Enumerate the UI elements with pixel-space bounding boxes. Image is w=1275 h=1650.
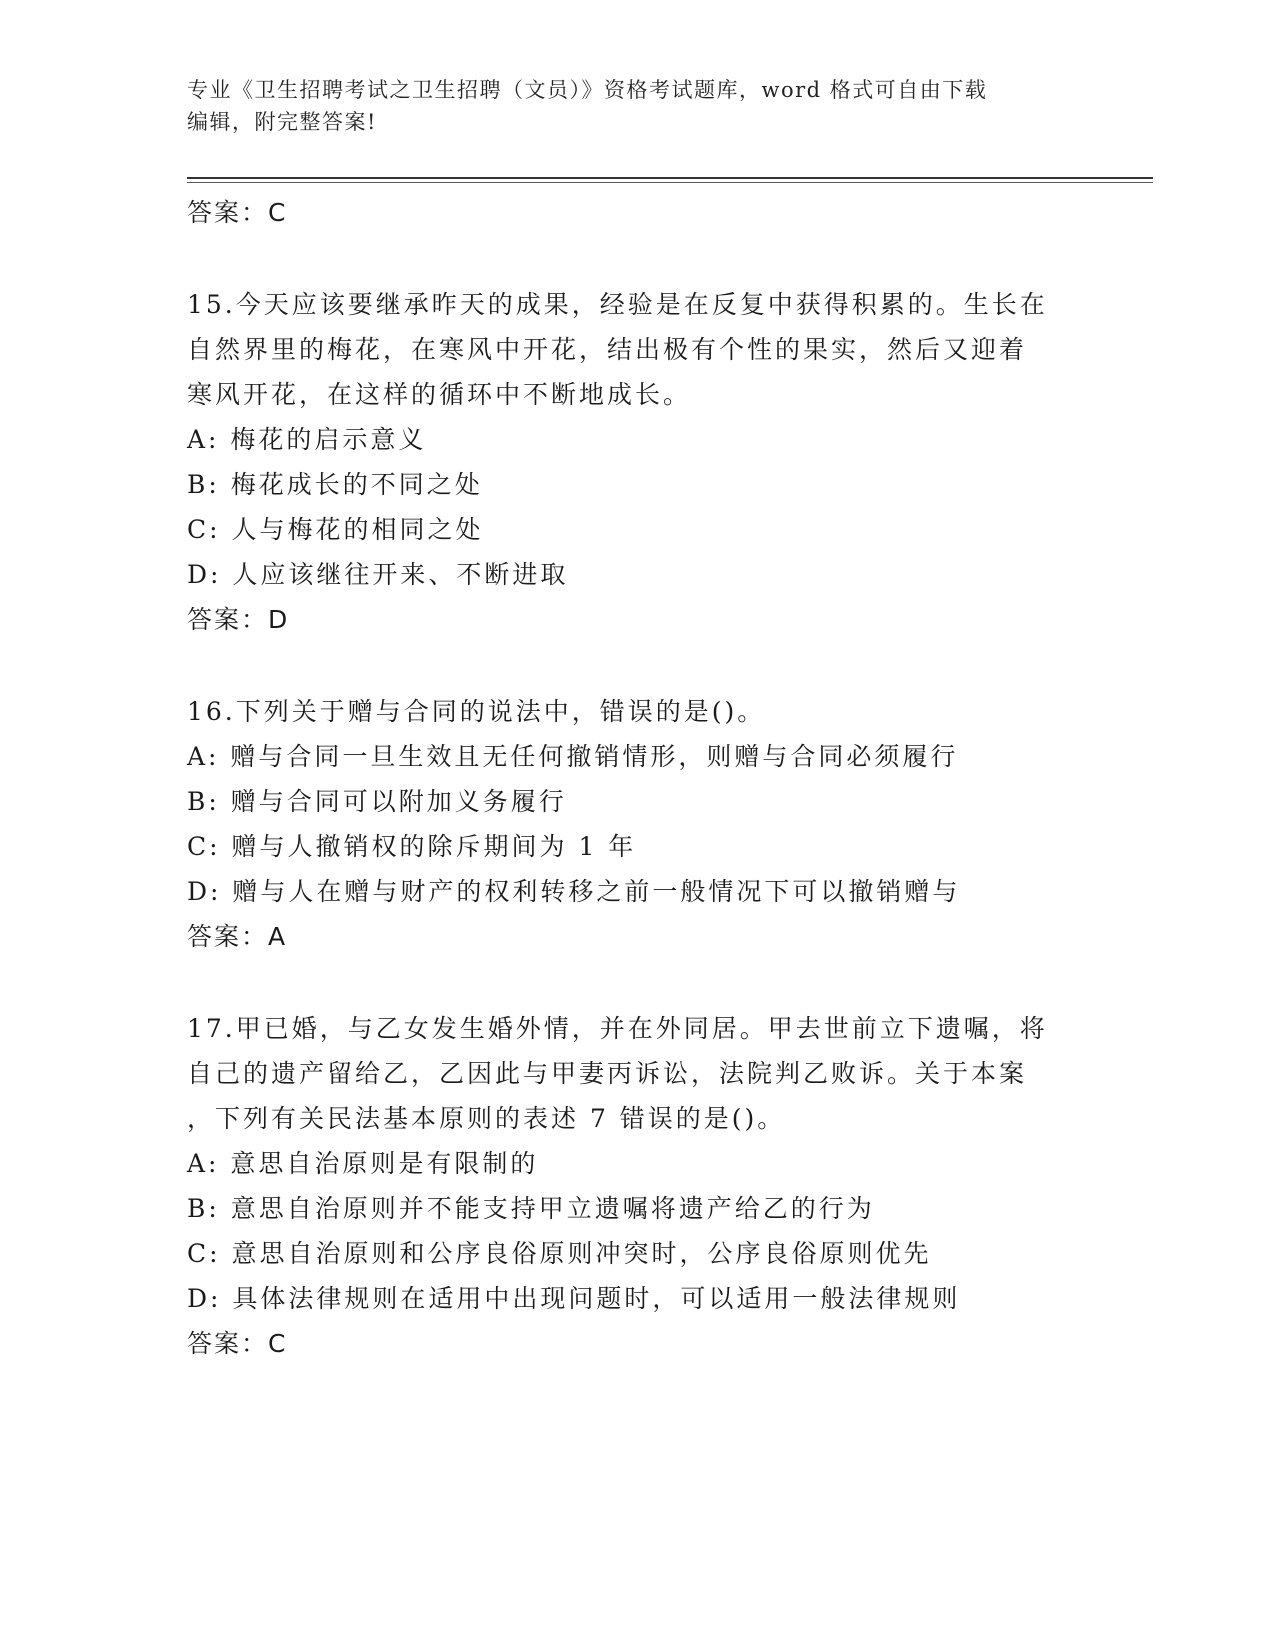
question-stem-line: 15.今天应该要继承昨天的成果，经验是在反复中获得积累的。生长在 xyxy=(187,290,1048,319)
question-stem-line: 16.下列关于赠与合同的说法中，错误的是()。 xyxy=(187,697,766,726)
question-list xyxy=(187,190,1087,1366)
option-c: C: 赠与人撤销权的除斥期间为 1 年 xyxy=(187,832,637,861)
option-b: B: 赠与合同可以附加义务履行 xyxy=(187,787,567,816)
option-d: D: 赠与人在赠与财产的权利转移之前一般情况下可以撤销赠与 xyxy=(187,877,961,906)
option-b: B: 意思自治原则并不能支持甲立遗嘱将遗产给乙的行为 xyxy=(187,1194,875,1223)
question-stem-line: 自己的遗产留给乙，乙因此与甲妻丙诉讼，法院判乙败诉。关于本案 xyxy=(187,1059,1028,1088)
answer-line: 答案：D xyxy=(187,605,290,634)
question-stem-line: 寒风开花，在这样的循环中不断地成长。 xyxy=(187,380,692,409)
question-16 xyxy=(187,689,1087,959)
previous-question-answer: 答案：C xyxy=(187,198,288,227)
option-a: A: 意思自治原则是有限制的 xyxy=(187,1149,539,1178)
question-stem-line: 17.甲已婚，与乙女发生婚外情，并在外同居。甲去世前立下遗嘱，将 xyxy=(187,1014,1048,1043)
answer-line: 答案：A xyxy=(187,922,288,951)
option-d: D: 人应该继往开来、不断进取 xyxy=(187,560,569,589)
option-a: A: 赠与合同一旦生效且无任何撤销情形，则赠与合同必须履行 xyxy=(187,742,959,771)
document-header xyxy=(187,74,1087,138)
option-b: B: 梅花成长的不同之处 xyxy=(187,470,483,499)
question-stem-line: 自然界里的梅花，在寒风中开花，结出极有个性的果实，然后又迎着 xyxy=(187,335,1028,364)
header-line-1: 专业《卫生招聘考试之卫生招聘（文员）》资格考试题库，word 格式可自由下载 xyxy=(187,78,988,102)
spacer xyxy=(187,235,1087,282)
question-17 xyxy=(187,1006,1087,1366)
spacer xyxy=(187,642,1087,689)
option-c: C: 意思自治原则和公序良俗原则冲突时，公序良俗原则优先 xyxy=(187,1239,932,1268)
header-divider-thin xyxy=(187,182,1153,183)
question-15 xyxy=(187,282,1087,642)
option-d: D: 具体法律规则在适用中出现问题时，可以适用一般法律规则 xyxy=(187,1284,961,1313)
option-c: C: 人与梅花的相同之处 xyxy=(187,515,484,544)
spacer xyxy=(187,959,1087,1006)
option-a: A: 梅花的启示意义 xyxy=(187,425,427,454)
question-stem-line: ，下列有关民法基本原则的表述 7 错误的是()。 xyxy=(187,1104,786,1133)
answer-line: 答案：C xyxy=(187,1329,288,1358)
header-divider-thick xyxy=(187,177,1153,179)
header-line-2: 编辑，附完整答案! xyxy=(187,110,377,134)
